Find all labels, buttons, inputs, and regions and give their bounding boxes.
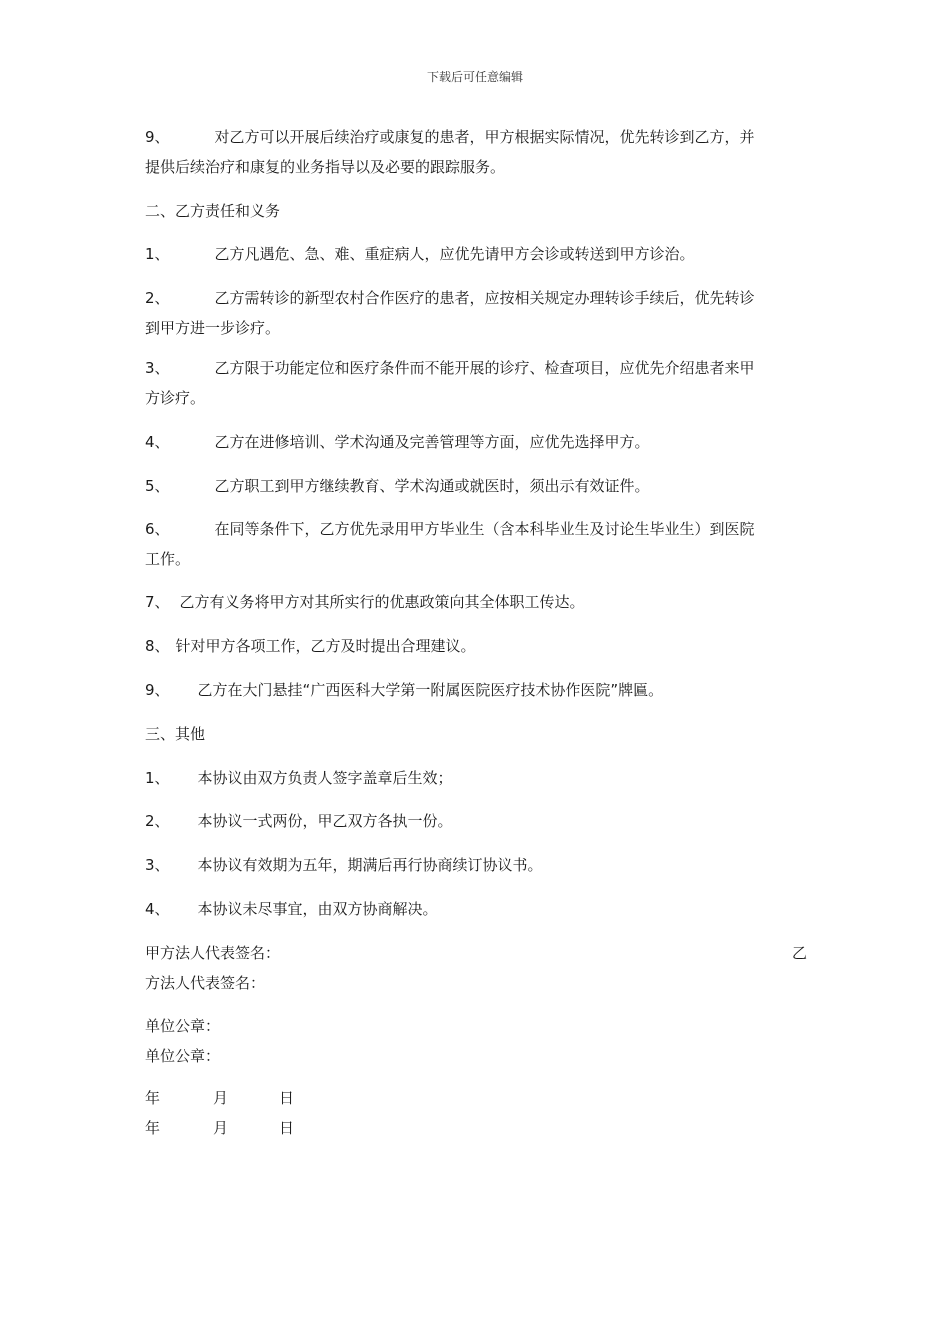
clause-text: 乙方有义务将甲方对其所实行的优惠政策向其全体职工传达。 bbox=[179, 593, 585, 611]
year-label: 年 bbox=[145, 1089, 161, 1107]
clause-number: 8、 bbox=[145, 637, 170, 655]
clause-b2 bbox=[145, 283, 807, 343]
clause-b4 bbox=[145, 427, 807, 457]
seal-b-label: 单位公章： bbox=[145, 1047, 221, 1065]
year-label: 年 bbox=[145, 1119, 161, 1137]
clause-number: 1、 bbox=[145, 769, 170, 787]
clause-text: 本协议由双方负责人签字盖章后生效； bbox=[197, 769, 453, 787]
page-header: 下载后可任意编辑 bbox=[426, 70, 523, 84]
clause-a9 bbox=[145, 122, 807, 182]
clause-c2 bbox=[145, 806, 807, 836]
clause-text-cont: 提供后续治疗和康复的业务指导以及必要的跟踪服务。 bbox=[145, 158, 506, 176]
clause-c4 bbox=[145, 894, 807, 924]
clause-number: 1、 bbox=[145, 245, 170, 263]
party-b-char: 乙 bbox=[791, 944, 807, 962]
clause-text-cont: 到甲方进一步诊疗。 bbox=[145, 319, 281, 337]
clause-number: 2、 bbox=[145, 289, 170, 307]
clause-b6 bbox=[145, 514, 807, 574]
signature-block bbox=[145, 938, 807, 998]
party-b-rep-label: 方法人代表签名： bbox=[145, 974, 266, 992]
clause-b3 bbox=[145, 353, 807, 413]
section-heading-3: 三、其他 bbox=[145, 725, 206, 743]
clause-text: 本协议有效期为五年，期满后再行协商续订协议书。 bbox=[197, 856, 543, 874]
clause-text-cont: 方诊疗。 bbox=[145, 389, 206, 407]
seal-a-label: 单位公章： bbox=[145, 1017, 221, 1035]
clause-text: 在同等条件下，乙方优先录用甲方毕业生（含本科毕业生及讨论生毕业生）到医院 bbox=[214, 520, 755, 538]
clause-number: 4、 bbox=[145, 900, 170, 918]
clause-b1 bbox=[145, 239, 807, 269]
clause-c3 bbox=[145, 850, 807, 880]
clause-b9 bbox=[145, 675, 807, 705]
date-block bbox=[145, 1083, 807, 1143]
clause-text: 乙方在进修培训、学术沟通及完善管理等方面，应优先选择甲方。 bbox=[214, 433, 650, 451]
clause-text: 针对甲方各项工作，乙方及时提出合理建议。 bbox=[175, 637, 476, 655]
clause-number: 6、 bbox=[145, 520, 170, 538]
clause-number: 9、 bbox=[145, 128, 170, 146]
date-row-a bbox=[145, 1083, 807, 1113]
clause-text: 乙方限于功能定位和医疗条件而不能开展的诊疗、检查项目，应优先介绍患者来甲 bbox=[214, 359, 755, 377]
clause-text: 乙方需转诊的新型农村合作医疗的患者，应按相关规定办理转诊手续后，优先转诊 bbox=[214, 289, 755, 307]
day-label: 日 bbox=[279, 1119, 295, 1137]
clause-text-cont: 工作。 bbox=[145, 550, 191, 568]
clause-number: 3、 bbox=[145, 856, 170, 874]
clause-c1 bbox=[145, 763, 807, 793]
clause-text: 乙方职工到甲方继续教育、学术沟通或就医时，须出示有效证件。 bbox=[214, 477, 650, 495]
clause-text: 乙方在大门悬挂“广西医科大学第一附属医院医疗技术协作医院”牌匾。 bbox=[197, 681, 664, 699]
clause-text: 本协议一式两份，甲乙双方各执一份。 bbox=[197, 812, 453, 830]
clause-b5 bbox=[145, 471, 807, 501]
month-label: 月 bbox=[213, 1089, 229, 1107]
clause-text: 对乙方可以开展后续治疗或康复的患者，甲方根据实际情况，优先转诊到乙方，并 bbox=[214, 128, 755, 146]
section-heading-2: 二、乙方责任和义务 bbox=[145, 202, 281, 220]
clause-text: 乙方凡遇危、急、难、重症病人，应优先请甲方会诊或转送到甲方诊治。 bbox=[214, 245, 695, 263]
clause-number: 7、 bbox=[145, 593, 170, 611]
seal-block bbox=[145, 1011, 807, 1071]
clause-number: 2、 bbox=[145, 812, 170, 830]
party-a-rep-label: 甲方法人代表签名： bbox=[145, 944, 281, 962]
clause-text: 本协议未尽事宜，由双方协商解决。 bbox=[197, 900, 438, 918]
clause-number: 4、 bbox=[145, 433, 170, 451]
day-label: 日 bbox=[279, 1089, 295, 1107]
clause-b8 bbox=[145, 631, 807, 661]
clause-number: 5、 bbox=[145, 477, 170, 495]
clause-number: 9、 bbox=[145, 681, 170, 699]
clause-b7 bbox=[145, 587, 807, 617]
clause-number: 3、 bbox=[145, 359, 170, 377]
month-label: 月 bbox=[213, 1119, 229, 1137]
date-row-b bbox=[145, 1113, 807, 1143]
